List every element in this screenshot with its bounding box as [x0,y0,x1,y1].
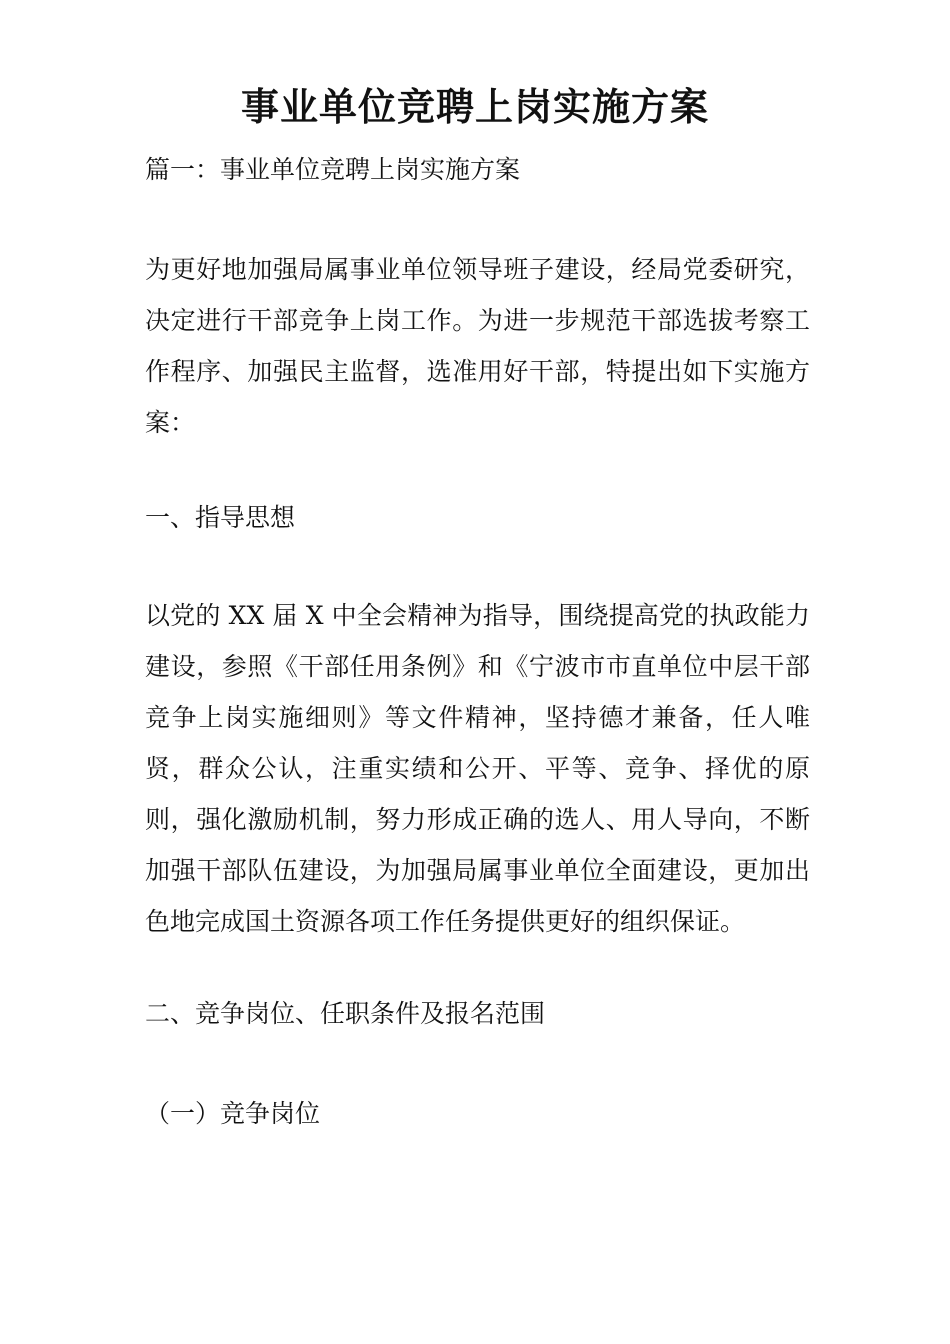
section-heading-guiding-ideology: 一、指导思想 [145,503,296,532]
intro-paragraph: 为更好地加强局属事业单位领导班子建设，经局党委研究，决定进行干部竞争上岗工作。为进一步规范干部选拔考察工作程序、加强民主监督，选准用好干部，特提出如下实施方案： [145,255,810,437]
document-title: 事业单位竞聘上岗实施方案 [240,84,709,129]
document-subtitle: 篇一：事业单位竞聘上岗实施方案 [145,155,521,184]
section-heading-positions: 二、竞争岗位、任职条件及报名范围 [145,999,546,1028]
guiding-ideology-paragraph: 以党的 XX 届 X 中全会精神为指导，围绕提高党的执政能力建设，参照《干部任用条例》和《宁波市市直单位中层干部竞争上岗实施细则》等文件精神，坚持德才兼备，任人唯贤，群众公认，注重实绩和公开、平等、竞争、择优的原则，强化激励机制，努力形成正确的选人、用人导向，不断加强干部队伍建设，为加强局属事业单位全面建设，更加出色地完成国土资源各项工作任务提供更好的组织保证。 [145,601,810,936]
subsection-heading-positions: （一）竞争岗位 [145,1099,321,1128]
